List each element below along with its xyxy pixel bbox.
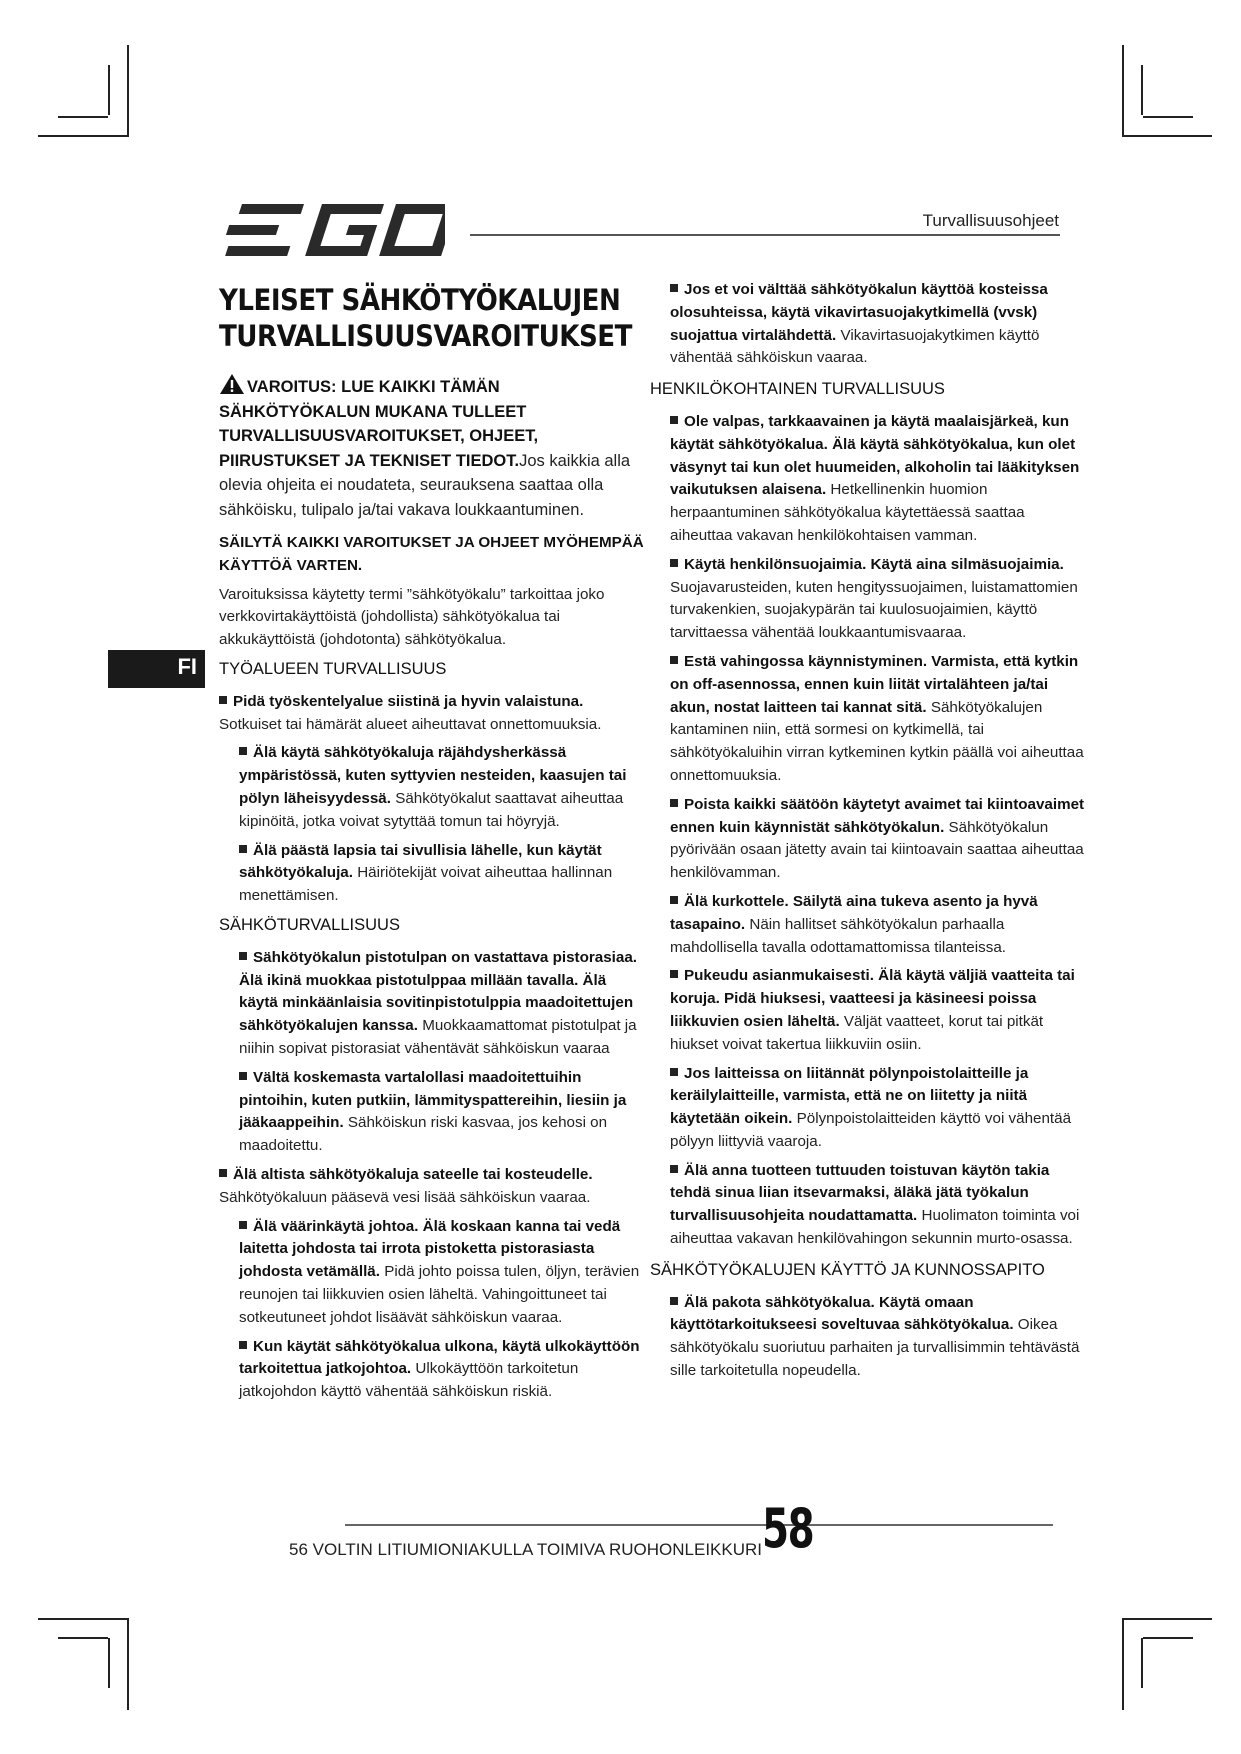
personal-item: Ole valpas, tarkkaavainen ja käytä maalaisjärkeä, kun käytät sähkötyökalua. Älä käytä sähkötyökalua, kun olet väsynyt tai kun olet huumeiden, alkoholin tai lääkityksen vaikutuksen alaisena. Hetkellinenkin huomion herpaantuminen sähkötyökalua käytettäessä saattaa aiheuttaa vakavan henkilökohtaisen vamman. xyxy=(670,412,1080,544)
header-rule xyxy=(470,234,1060,236)
right-column xyxy=(650,279,1090,1389)
crop-mark xyxy=(108,1638,110,1688)
electrical-item: Vältä koskemasta vartalollasi maadoitettuihin pintoihin, kuten putkiin, lämmityspattereihin, liesiin ja jääkaappeihin. Sähköiskun riski kasvaa, jos kehosi on maadoitettu. xyxy=(239,1068,627,1155)
bullet-icon xyxy=(670,559,678,567)
bullet-icon xyxy=(239,845,247,853)
work-area-item: Pidä työskentelyalue siistinä ja hyvin valaistuna. Sotkuiset tai hämärät alueet aiheuttavat onnettomuuksia. xyxy=(219,692,602,733)
crop-mark xyxy=(1143,1637,1193,1639)
tool-use-heading: SÄHKÖTYÖKALUJEN KÄYTTÖ JA KUNNOSSAPITO xyxy=(650,1260,1045,1279)
left-column xyxy=(219,373,644,1410)
bullet-icon xyxy=(239,1221,247,1229)
bullet-icon xyxy=(670,1068,678,1076)
bullet-icon xyxy=(670,416,678,424)
bullet-icon xyxy=(239,952,247,960)
personal-item: Jos laitteissa on liitännät pölynpoistolaitteille ja keräilylaitteille, varmista, että ne on liitetty ja niitä käytetään oikein. Pölynpoistolaitteiden käyttö voi vähentää pölyyn liittyviä vaaroja. xyxy=(670,1064,1072,1150)
electrical-item: Kun käytät sähkötyökalua ulkona, käytä ulkokäyttöön tarkoitettua jatkojohtoa. Ulkokäyttöön tarkoitetun jatkojohdon käyttö vähentää sähköiskun riskiä. xyxy=(239,1337,640,1401)
electrical-item: Sähkötyökalun pistotulpan on vastattava pistorasiaa. Älä ikinä muokkaa pistotulppaa millään tavalla. Älä käytä minkäänlaisia sovitinpistotulppia maadoitettujen sähkötyökalujen kanssa. Muokkaamattomat pistotulpat ja niihin sopivat pistorasiat vähentävät sähköiskun vaaraa xyxy=(239,948,638,1057)
crop-mark xyxy=(1143,116,1193,118)
crop-mark xyxy=(127,1618,129,1710)
footer-product-name: 56 VOLTIN LITIUMIONIAKULLA TOIMIVA RUOHONLEIKKURI xyxy=(289,1540,762,1559)
bullet-icon xyxy=(670,896,678,904)
term-definition: Varoituksissa käytetty termi ”sähkötyökalu” tarkoittaa joko verkkovirtakäyttöistä (johdollista) sähkötyökalua tai akkukäyttöistä (johdotonta) sähkötyökalua. xyxy=(219,585,605,649)
page-title xyxy=(219,282,659,354)
crop-mark xyxy=(1122,135,1212,137)
crop-mark xyxy=(58,116,108,118)
personal-item: Pukeudu asianmukaisesti. Älä käytä väljiä vaatteita tai koruja. Pidä hiuksesi, vaatteesi ja käsineesi poissa liikkuvien osien läheltä. Väljät vaatteet, korut tai pitkät hiukset voivat takertua liikkuviin osiin. xyxy=(670,967,1075,1053)
personal-item: Estä vahingossa käynnistyminen. Varmista, että kytkin on off-asennossa, ennen kuin liität virtalähteen ja/tai akun, nostat laitteen tai kannat sitä. Sähkötyökalujen kantaminen niin, että sormesi on kytkimellä, tai sähkötyökaluihin virran kytkeminen kytkin päällä voi aiheuttaa onnettomuuksia. xyxy=(670,652,1084,784)
work-area-item: Älä päästä lapsia tai sivullisia lähelle, kun käytät sähkötyökaluja. Häiriötekijät voivat aiheuttaa hallinnan menettämisen. xyxy=(239,841,613,905)
work-area-item: Älä käytä sähkötyökaluja räjähdysherkässä ympäristössä, kuten syttyvien nesteiden, kaasujen tai pölyn läheisyydessä. Sähkötyökalut saattavat aiheuttaa kipinöitä, jotka voivat sytyttää tomun tai höyryjä. xyxy=(239,744,627,830)
tool-use-item: Älä pakota sähkötyökalua. Käytä omaan käyttötarkoitukseesi soveltuvaa sähkötyökalua. Oikea sähkötyökalu suoriutuu parhaiten ja turvallisimmin tehtävästä sille tarkoitetulla nopeudella. xyxy=(670,1293,1080,1380)
bullet-icon xyxy=(670,799,678,807)
crop-mark xyxy=(38,135,129,137)
bullet-icon xyxy=(239,747,247,755)
bullet-icon xyxy=(670,656,678,664)
bullet-icon xyxy=(219,1169,227,1177)
warning-text: Jos kaikkia alla olevia ohjeita ei noudateta, seurauksena saattaa olla sähköisku, tulipalo ja/tai vakava loukkaantuminen. xyxy=(219,451,631,519)
crop-mark xyxy=(108,65,110,115)
bullet-icon xyxy=(239,1341,247,1349)
bullet-icon xyxy=(670,970,678,978)
ego-logo xyxy=(220,204,445,256)
crop-mark xyxy=(1141,1638,1143,1688)
language-tab-label: FI xyxy=(177,654,197,679)
bullet-icon xyxy=(219,696,227,704)
work-area-heading: TYÖALUEEN TURVALLISUUS xyxy=(219,659,447,678)
bullet-icon xyxy=(670,1165,678,1173)
section-title: Turvallisuusohjeet xyxy=(922,211,1059,230)
warning-paragraph xyxy=(219,373,644,522)
warning-bold: VAROITUS: LUE KAIKKI TÄMÄN SÄHKÖTYÖKALUN MUKANA TULLEET TURVALLISUUSVAROITUKSET, OHJEET, PIIRUSTUKSET JA TEKNISET TIEDOT. xyxy=(219,378,539,470)
personal-item: Älä kurkottele. Säilytä aina tukeva asento ja hyvä tasapaino. Näin hallitset sähkötyökalun parhaalla mahdollisella tavalla odottamattomissa tilanteissa. xyxy=(670,892,1038,956)
personal-heading: HENKILÖKOHTAINEN TURVALLISUUS xyxy=(650,380,945,399)
crop-mark xyxy=(1141,65,1143,115)
electrical-item: Älä altista sähkötyökaluja sateelle tai kosteudelle. Sähkötyökaluun pääsevä vesi lisää sähköiskun vaaraa. xyxy=(219,1165,593,1206)
bullet-icon xyxy=(239,1072,247,1080)
crop-mark xyxy=(1122,45,1124,137)
bullet-icon xyxy=(670,284,678,292)
save-instructions: SÄILYTÄ KAIKKI VAROITUKSET JA OHJEET MYÖHEMPÄÄ KÄYTTÖÄ VARTEN. xyxy=(219,534,644,574)
title-line-1: YLEISET SÄHKÖTYÖKALUJEN xyxy=(219,283,621,317)
language-tab xyxy=(108,650,205,688)
page-number: 58 xyxy=(762,1497,814,1560)
personal-item: Käytä henkilönsuojaimia. Käytä aina silmäsuojaimia. Suojavarusteiden, kuten hengityssuojaimen, luistamattomien turvakenkien, suojakypärän tai kuulosuojaimien, käyttö tarvittaessa vähentää loukkaantumisvaaraa. xyxy=(670,555,1078,642)
crop-mark xyxy=(1122,1618,1124,1710)
personal-item: Älä anna tuotteen tuttuuden toistuvan käytön takia tehdä sinua liian itsevarmaksi, äläkä jätä työkalun turvallisuusohjeita noudattamatta. Huolimaton toiminta voi aiheuttaa vakavan henkilövahingon sekunnin murto-osassa. xyxy=(670,1161,1080,1248)
crop-mark xyxy=(58,1637,108,1639)
damp-conditions-item: Jos et voi välttää sähkötyökalun käyttöä kosteissa olosuhteissa, käytä vikavirtasuojakytkimellä (vvsk) suojattua virtalähdettä. Vikavirtasuojakytkimen käyttö vähentää sähköiskun vaaraa. xyxy=(670,281,1048,367)
footer-rule xyxy=(345,1524,1053,1526)
bullet-icon xyxy=(670,1297,678,1305)
title-line-2: TURVALLISUUSVAROITUKSET xyxy=(219,319,632,353)
crop-mark xyxy=(1122,1618,1212,1620)
electrical-item: Älä väärinkäytä johtoa. Älä koskaan kanna tai vedä laitetta johdosta tai irrota pistoketta pistorasiasta johdosta vetämällä. Pidä johto poissa tulen, öljyn, terävien reunojen tai liikkuvien osien läheltä. Vahingoittuneet tai sotkeutuneet johdot lisäävät sähköiskun vaaraa. xyxy=(239,1217,640,1326)
crop-mark xyxy=(38,1618,129,1620)
personal-item: Poista kaikki säätöön käytetyt avaimet tai kiintoavaimet ennen kuin käynnistät sähkötyökalun. Sähkötyökalun pyörivään osaan jätetty avain tai kiintoavain saattaa aiheuttaa henkilövamman. xyxy=(670,795,1085,882)
electrical-heading: SÄHKÖTURVALLISUUS xyxy=(219,915,400,934)
warning-icon xyxy=(219,373,245,395)
crop-mark xyxy=(127,45,129,137)
